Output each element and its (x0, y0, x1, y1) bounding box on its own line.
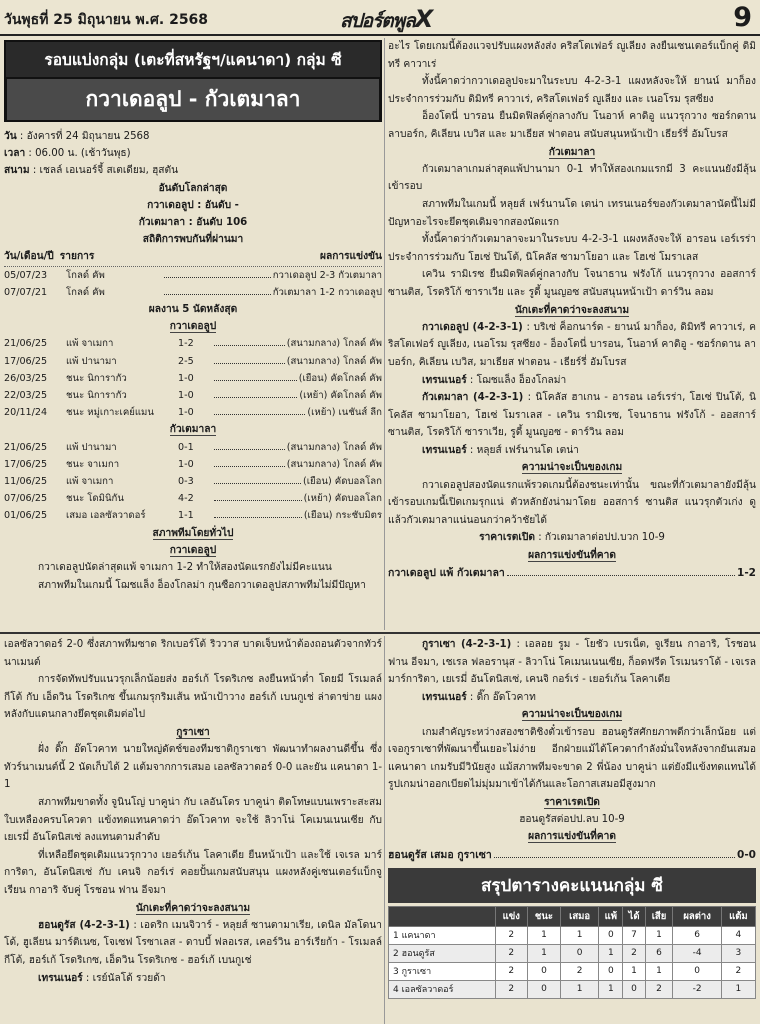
article-paragraph: เอลซัลวาดอร์ 2-0 ซึ่งสภาพทีมซาด ริกเบอร์โต้ ริววาส บาดเจ็บหน้าต้องถอนตัวจากทัวร์นาเมนต์ (4, 639, 382, 668)
leader-dots (214, 439, 285, 450)
team-b-heading: กัวเตมาลา (548, 146, 596, 158)
standings-header-cell: แต้ม (721, 906, 755, 926)
standings-row (389, 962, 756, 980)
h2h-row (4, 267, 382, 284)
standings-stat-cell: 0 (599, 926, 623, 944)
standings-body (389, 926, 756, 998)
article-paragraph: สภาพทีมในเกมนี้ หลุยส์ เฟร์นานโด เตน่า เทรนเนอร์ของกัวเตมาลานัดนี้ไม่มีปัญหาอะไรจะยึดชุดเดิมจากสองนัดแรก (388, 198, 756, 228)
standings-stat-cell: 1 (645, 926, 673, 944)
h2h-date: 07/07/21 (4, 286, 48, 298)
match-banner: กวาเดอลูป - กัวเตมาลา (4, 79, 382, 122)
odds-value: ฮอนดูรัสต่อปป.ลบ 10-9 (519, 814, 625, 826)
form-venue: (สนามกลาง) โกลด์ คัพ (286, 441, 382, 453)
form-result: ชนะ หมู่เกาะเคย์แมน (66, 407, 154, 419)
form-date: 22/03/25 (4, 390, 48, 402)
standings-header-row (389, 906, 756, 926)
form-result: แพ้ ปานามา (66, 355, 117, 367)
form-result: เสมอ เอลซัลวาดอร์ (66, 510, 146, 522)
standings-stat-cell: 1 (561, 926, 599, 944)
form-date: 20/11/24 (4, 407, 48, 419)
form-score: 1-1 (178, 510, 194, 522)
standings-stat-cell: -4 (673, 944, 721, 962)
form-venue: (สนามกลาง) โกลด์ คัพ (286, 458, 382, 470)
page-number: 9 (733, 2, 752, 33)
article-paragraph: กวาเดอลูปนัดล่าสุดแพ้ จาเมกา 1-2 ทำให้สองนัดแรกยังไม่มีคะแนน (38, 562, 332, 574)
standings-stat-cell: 1 (599, 944, 623, 962)
standings-stat-cell: 3 (721, 944, 755, 962)
section-divider (0, 632, 760, 634)
form-score: 1-0 (178, 458, 194, 470)
leader-dots (214, 404, 305, 415)
standings-stat-cell: 2 (495, 962, 527, 980)
leader-dots (164, 267, 271, 278)
standings-row (389, 926, 756, 944)
form-team-a-list (4, 335, 382, 421)
standings-stat-cell: 7 (623, 926, 645, 944)
logo-text: สปอร์ตพูล (340, 10, 415, 32)
form-result: ชนะ จาเมกา (66, 458, 120, 470)
standings-stat-cell: 4 (721, 926, 755, 944)
h2h-competition: โกลด์ คัพ (66, 269, 105, 281)
trainer-team-a: เทรนเนอร์ : โฌชแล็ง อ็องโกลม่า (422, 374, 567, 386)
standings-header-cell: เสีย (645, 906, 673, 926)
form-row (4, 490, 382, 507)
prediction-line: ฮอนดูรัส เสมอ กูราเซา 0-0 (388, 846, 756, 864)
article-paragraph: เควิน รามิเรซ ยืนมิดฟิลด์คู่กลางกับ โจนาธาน ฟรังโก้ แนวรุกวาง ออสการ์ ซานติส, โรดริโก้ ซาราเวีย และ รูดี้ มูนญอซ สนับสนุนหน้าเป้า ดาร์วิน ลอม (388, 269, 756, 298)
ranking-team-b: กัวเตมาลา : อันดับ 106 (138, 217, 248, 229)
h2h-result: กวาเดอลูป 2-3 กัวเตมาลา (272, 269, 382, 281)
form-venue: (เยือน) คัดบอลโลก (303, 476, 382, 488)
standings-stat-cell: 1 (527, 944, 560, 962)
standings-row (389, 944, 756, 962)
lineup-honduras: ฮอนดูรัส (4-2-3-1) : เอดริก เมนจิวาร์ - หลุยส์ ซานตามาเรีย, เดนิล มัลโดนาโด้, ฮูเลียน มาร์ติเนซ, โจเซฟ โรซาเลส - ดาบบี้ ฟลอเรส, เคอร์วิน อาร์เรียก้า - โรเมลล์ กีโต้, ฮอร์เก้ โรดริเกซ, เอ็ดวิน โรดริเกซ - ฮอร์เก้ เบนกูเช่ (4, 919, 382, 966)
article-paragraph: สภาพทีมในเกมนี้ โฌชแล็ง อ็องโกลม่า กุนซือกวาเดอลูปสภาพทีมไม่มีปัญหา (38, 579, 366, 591)
leader-dots (214, 387, 297, 398)
chance-title: ความน่าจะเป็นของเกม (521, 462, 623, 474)
h2h-result: กัวเตมาลา 1-2 กวาเดอลูป (272, 286, 382, 298)
standings-header-cell: ผลต่าง (673, 906, 721, 926)
standings-stat-cell: 0 (623, 980, 645, 998)
odds-title: ราคาเรตเปิด (544, 796, 600, 808)
standings-stat-cell: 1 (527, 926, 560, 944)
article-paragraph: อะไร โดยเกมนี้ต้องแวจปรับแผงหลังส่ง คริสโตเฟอร์ ญูเลียง ลงยืนเซนเตอร์แบ็กคู่ ดิมิทรี คาวาเร่ (388, 41, 756, 70)
form-score: 0-3 (178, 476, 194, 488)
article-paragraph: ทั้งนี้คาดว่ากัวเตมาลาจะมาในระบบ 4-2-3-1 แผงหลังจะให้ อารอน เอร์เรร่า ประจำการร่วมกับ โฮเซ่ ปินโต้, นิโคลัส ซามาโยอา และ โฮเซ่ โมราเลส (388, 234, 756, 263)
standings-stat-cell: 2 (495, 926, 527, 944)
standings-stat-cell: 2 (495, 944, 527, 962)
standings-team-cell: 3 กูราเซา (389, 962, 496, 980)
standings-stat-cell: 0 (599, 962, 623, 980)
chance-title: ความน่าจะเป็นของเกม (521, 709, 623, 721)
form-row (4, 387, 382, 404)
expected-lineup-title: นักเตะที่คาดว่าจะลงสนาม (514, 304, 630, 316)
form-date: 11/06/25 (4, 476, 48, 488)
standings-header-cell (389, 906, 496, 926)
team-state-title: สภาพทีมโดยทั่วไป (152, 527, 234, 539)
standings-header-cell: แข่ง (495, 906, 527, 926)
article-paragraph: เกมสำคัญระหว่างสองชาติชิงตั๋วเข้ารอบ ฮอนดูรัสศักยภาพดีกว่าเล็กน้อย แต่เจอกูราเซาที่พัฒนาขึ้นเยอะไม่ง่าย อีกฝ่ายแม้ได้โควตากำลังมั่นใจหลังจากยันเสมอแคนาดา เกมรับมีวินัยสูง แม้สภาพทีมจะขาด 2 พี่น้อง บาคูน่า แต่ยังมีแข้งทดแทนได้ รูปเกมน่าออกเบียดไม่มุ่มมาเข้าได้กันและโอกาสเสมอมีสูงมาก (388, 726, 756, 791)
standings-stat-cell: 2 (623, 944, 645, 962)
form-date: 17/06/25 (4, 458, 48, 470)
form-row (4, 439, 382, 456)
form-date: 17/06/25 (4, 355, 48, 367)
standings-header-cell: ได้ (623, 906, 645, 926)
h2h-list (4, 267, 382, 301)
form-team-b-title: กัวเตมาลา (169, 424, 217, 436)
standings-title: สรุปตารางคะแนนกลุ่ม ซี (388, 868, 756, 903)
h2h-date: 05/07/23 (4, 269, 48, 281)
standings-row (389, 980, 756, 998)
leader-dots (214, 507, 302, 518)
trainer-team-b: เทรนเนอร์ : หลุยส์ เฟร์นานโด เตน่า (422, 444, 579, 456)
article-paragraph: ที่เหลือยึดชุดเดิมแนวรุกวาง เยอร์เก้น โลคาเดีย ยืนหน้าเป้า และใช้ เจเรล มาร์การิตา, อันโตนิสเซ่ กับ เคนจิ กอร์เร่ คอยปั้นเกมสนับสนุน แผงหลังคู่เซนเตอร์แบ็กจูเรียน กาอาริ จับคู่ โรชอน ฟาน อีจมา (4, 849, 382, 896)
standings-table (388, 906, 756, 999)
odds-line: ราคาเรตเปิด : กัวเตมาลาต่อปป.บวก 10-9 (479, 532, 665, 544)
article-paragraph: การจัดทัพปรับแนวรุกเล็กน้อยส่ง ฮอร์เก้ โรดริเกซ ลงยืนหน้าต่ำ โดยมี โรเมลล์ กีโต้ กับ เอ็ดวิน โรดริเกซ ขึ้นเกมรุกริมเส้น หน้าเป้าวาง ฮอร์เก้ เบนกูเช่ ล่าตาข่าย แผงหลังกับแดนกลางยึดชุดเดิมต่อไป (4, 674, 382, 721)
h2h-row (4, 284, 382, 301)
standings-team-cell: 4 เอลซัลวาดอร์ (389, 980, 496, 998)
standings-header-cell: แพ้ (599, 906, 623, 926)
h2h-competition: โกลด์ คัพ (66, 286, 105, 298)
lineup-team-a: กวาเดอลูป (4-2-3-1) : บริเซ่ ค็อกนาร์ด - ยานน์ มาก็อง, ดิมิทรี คาวาเร่, คริสโตเฟอร์ ญูเลียง, เนอโรม รุสซียง - อ็องโตนี่ บารอน, โนอาห์ คาดิอู - ซอร์กดาน ลาบอร์ก, คิเลียน เบวิส, มาเธียส ฟาตอน - เธียร์รี่ อัมโบรส (388, 321, 756, 368)
form-row (4, 473, 382, 490)
issue-date: วันพุธที่ 25 มิถุนายน พ.ศ. 2568 (4, 12, 209, 28)
form-score: 0-1 (178, 441, 194, 453)
column-divider-bottom (384, 636, 385, 1024)
standings-stat-cell: 6 (673, 926, 721, 944)
leader-dots (214, 473, 301, 484)
second-preview-left (4, 636, 382, 1024)
form-venue: (เยือน) คัดโกลด์ คัพ (298, 372, 382, 384)
form-result: ชนะ นิการากัว (66, 390, 127, 402)
leader-dots (214, 353, 285, 364)
page-header (0, 0, 760, 36)
leader-dots (214, 456, 285, 467)
standings-stat-cell: 2 (721, 962, 755, 980)
form-score: 1-0 (178, 372, 194, 384)
form-score: 2-5 (178, 355, 194, 367)
form-score: 4-2 (178, 493, 194, 505)
match-time: เวลา : 06.00 น. (เช้าวันพุธ) (4, 148, 131, 160)
lineup-curacao: กูราเซา (4-2-3-1) : เอลอย รูม - โยชัว เบรเน็ต, จูเรียน กาอาริ, โรชอน ฟาน อีจมา, เชเรล ฟลอรานุส - ลิวาโน่ โคเมนเนนเซีย, ก็อดฟรีด โรเมนราโด้ - เจเรล มาร์การิตา, เยเรมี่ อันโตนิสเซ่, เคนจิ กอร์เร่ - เยอร์เก้น โลคาเดีย (388, 639, 756, 686)
standings-stat-cell: 6 (645, 944, 673, 962)
standings-stat-cell: 2 (495, 980, 527, 998)
form-result: แพ้ ปานามา (66, 441, 117, 453)
standings-stat-cell: 1 (561, 980, 599, 998)
team-heading: กูราเซา (176, 726, 210, 738)
prediction-title: ผลการแข่งขันที่คาด (528, 831, 616, 843)
lineup-team-b: กัวเตมาลา (4-2-3-1) : นิโคลัส ฮาเกน - อารอน เอร์เรร่า, โฮเซ่ ปินโต้, นิโคลัส ซามาโยอา, โฮเซ่ โมราเลส - เควิน รามิเรซ, โจนาธาน ฟรังโก้ - ออสการ์ ซานติส, โรดริโก้ ซาราเวีย, รูดี้ มูนญอซ - ดาร์วิน ลอม (388, 392, 756, 439)
form-result: แพ้ จาเมกา (66, 338, 114, 350)
form-result: ชนะ นิการากัว (66, 372, 127, 384)
standings-stat-cell: 1 (645, 962, 673, 980)
form-result: ชนะ โดมินิกัน (66, 493, 124, 505)
form-date: 07/06/25 (4, 493, 48, 505)
article-paragraph: ฝั่ง ดิ๊ก อ๊ดโวคาท นายใหญ่ดัตช์ของทีมชาติกูราเซา พัฒนาทำผลงานดีขึ้น ซึ่งทัวร์นาเมนต์นี้ 2 นัดเก็บได้ 2 แต้มจากการเสมอ เอลซัลวาดอร์ 0-0 และยัน แคนาดา 1-1 (4, 744, 382, 791)
form-date: 21/06/25 (4, 338, 48, 350)
match-venue: สนาม : เชลล์ เอเนอร์จี้ สเตเดียม, ฮุสตัน (4, 165, 179, 177)
column-divider-top (384, 38, 385, 630)
ranking-title: อันดับโลกล่าสุด (158, 182, 228, 194)
standings-stat-cell: 2 (645, 980, 673, 998)
standings-stat-cell: 1 (721, 980, 755, 998)
standings-stat-cell: 0 (527, 962, 560, 980)
prediction-line: กวาเดอลูป แพ้ กัวเตมาลา 1-2 (388, 564, 756, 582)
leader-dots (164, 284, 271, 295)
article-paragraph: อ็องโตนี่ บารอน ยืนมิดฟิลด์คู่กลางกับ โนอาห์ คาดิอู แนวรุกวาง ซอร์กดาน ลาบอร์ก, คิเลียน เบวิส และ มาเธียส ฟาตอน สนับสนุนหน้าเป้า เธียร์รี่ อัมโบรส (388, 111, 756, 140)
trainer-curacao: เทรนเนอร์ : ดิ๊ก อ๊ดโวคาท (422, 691, 536, 703)
article-paragraph: สภาพทีมขาดทั้ง จูนินโญ่ บาคูน่า กับ เลอันโดร บาคูน่า ติดโทษแบนเพราะสะสมใบเหลืองครบโควตา แข้งทดแทนคาดว่า อ๊ดโวคาท จะใช้ ลิวาโน่ โคเมนเนนเซีย กับ เยเรมี่ อันโตนิสเซ่ ลงแทนตามลำดับ (4, 796, 382, 844)
article-paragraph: ทั้งนี้คาดว่ากวาเดอลูปจะมาในระบบ 4-2-3-1 แผงหลังจะให้ ยานน์ มาก็อง ประจำการร่วมกับ ดิมิทรี คาวาเร่, คริสโตเฟอร์ ญูเลียง และ เนอโรม รุสซียง (388, 76, 756, 105)
standings-stat-cell: 1 (599, 980, 623, 998)
form-date: 26/03/25 (4, 372, 48, 384)
expected-lineup-title: นักเตะที่คาดว่าจะลงสนาม (135, 902, 251, 914)
form-score: 1-2 (178, 338, 194, 350)
ranking-team-a: กวาเดอลูป : อันดับ - (147, 199, 239, 211)
masthead-logo (340, 5, 432, 36)
form-team-b-list (4, 439, 382, 525)
form-team-a-title: กวาเดอลูป (169, 321, 217, 333)
leader-dots (214, 335, 285, 346)
form-row (4, 507, 382, 524)
article-paragraph: กวาเดอลูปสองนัดแรกแพ้รวดเกมนี้ต้องชนะเท่านั้น ขณะที่กัวเตมาลายังมีลุ้นเข้ารอบเกมนี้เปิดเกมรุกแน่ ตัวหลักยังน่ามาโดย ออสการ์ ซานติส แนวรุกตัวเก่ง ดูแล้วกัวเตมาลาแน่นอนกว่าคว้าชัยได้ (388, 479, 756, 526)
leader-dots (214, 370, 297, 381)
form-result: แพ้ จาเมกา (66, 476, 114, 488)
form-row (4, 404, 382, 421)
form-row (4, 353, 382, 370)
standings-stat-cell: 2 (561, 962, 599, 980)
h2h-title: สถิติการพบกันที่ผ่านมา (142, 234, 244, 246)
form-venue: (เยือน) กระชับมิตร (303, 510, 382, 522)
leader-dots (214, 490, 302, 501)
standings-team-cell: 1 แคนาดา (389, 926, 496, 944)
standings-stat-cell: 0 (527, 980, 560, 998)
form-row (4, 456, 382, 473)
form-venue: (สนามกลาง) โกลด์ คัพ (286, 338, 382, 350)
standings-team-cell: 2 ฮอนดูรัส (389, 944, 496, 962)
team-state-team: กวาเดอลูป (169, 544, 217, 556)
form-venue: (เหย้า) คัดบอลโลก (303, 493, 382, 505)
prediction-title: ผลการแข่งขันที่คาด (528, 549, 616, 561)
standings-header-cell: เสมอ (561, 906, 599, 926)
match-date: วัน : อังคารที่ 24 มิถุนายน 2568 (4, 131, 150, 142)
h2h-header: วัน/เดือน/ปี รายการ ผลการแข่งขัน (4, 248, 382, 266)
form-score: 1-0 (178, 390, 194, 402)
form-row (4, 335, 382, 352)
standings-stat-cell: 1 (623, 962, 645, 980)
group-banner: รอบแบ่งกลุ่ม (เตะที่สหรัฐฯ/แคนาดา) กลุ่ม ซี (4, 40, 382, 79)
preview-column-right (388, 38, 756, 630)
form-venue: (เหย้า) เนชันส์ ลีก (307, 407, 382, 419)
form-venue: (เหย้า) คัดโกลด์ คัพ (299, 390, 382, 402)
standings-stat-cell: 0 (561, 944, 599, 962)
form-title: ผลงาน 5 นัดหลังสุด (148, 304, 238, 316)
standings-stat-cell: 0 (673, 962, 721, 980)
form-venue: (สนามกลาง) โกลด์ คัพ (286, 355, 382, 367)
second-preview-right (388, 636, 756, 1024)
trainer-honduras: เทรนเนอร์ : เรย์นัลโด้ รวยด้า (38, 972, 166, 984)
form-row (4, 370, 382, 387)
form-date: 21/06/25 (4, 441, 48, 453)
form-score: 1-0 (178, 407, 194, 419)
logo-x: X (414, 5, 433, 33)
form-date: 01/06/25 (4, 510, 48, 522)
preview-column-left (4, 38, 382, 630)
standings-header-cell: ชนะ (527, 906, 560, 926)
standings-stat-cell: -2 (673, 980, 721, 998)
article-paragraph: กัวเตมาลาเกมล่าสุดแพ้ปานามา 0-1 ทำให้สองเกมแรกมี 3 คะแนนยังมีลุ้นเข้ารอบ (388, 163, 756, 193)
